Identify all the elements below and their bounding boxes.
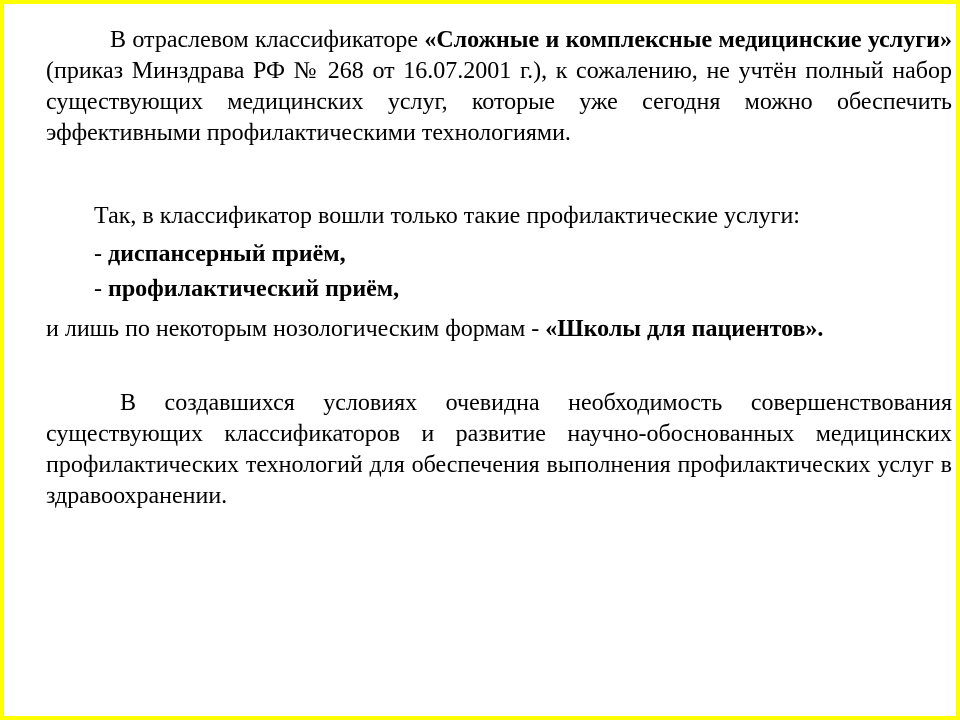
paragraph-schools bbox=[46, 314, 952, 345]
paragraph-conclusion-text: В создавшихся условиях очевидна необходимость совершенствования существующих классификаторов и развитие научно-обоснованных медицинских профилактических технологий для обеспечения выполнения профилактических услуг в здравоохранении. bbox=[46, 390, 952, 509]
paragraph-services-intro bbox=[46, 201, 952, 232]
list-item bbox=[46, 274, 952, 305]
list-item-label: диспансерный приём, bbox=[108, 241, 346, 267]
schools-title: «Школы для пациентов». bbox=[545, 316, 824, 342]
classifier-title: «Сложные и комплексные медицинские услуги» bbox=[424, 27, 952, 53]
paragraph-classifier-intro bbox=[46, 25, 952, 149]
paragraph-services-intro-text: Так, в классификатор вошли только такие профилактические услуги: bbox=[94, 203, 800, 229]
paragraph-classifier-intro-prefix: В отраслевом классификаторе bbox=[110, 27, 425, 53]
list-item bbox=[46, 239, 952, 270]
paragraph-schools-prefix: и лишь по некоторым нозологическим формам - bbox=[46, 316, 546, 342]
list-item-label: профилактический приём, bbox=[108, 276, 400, 302]
paragraph-classifier-intro-suffix: (приказ Минздрава РФ № 268 от 16.07.2001 г.), к сожалению, не учтён полный набор существующих медицинских услуг, которые уже сегодня можно обеспечить эффективными профилактическими технологиями. bbox=[46, 58, 952, 146]
list-item-dash: - bbox=[94, 241, 108, 267]
paragraph-conclusion bbox=[46, 388, 952, 512]
list-item-dash: - bbox=[94, 276, 108, 302]
